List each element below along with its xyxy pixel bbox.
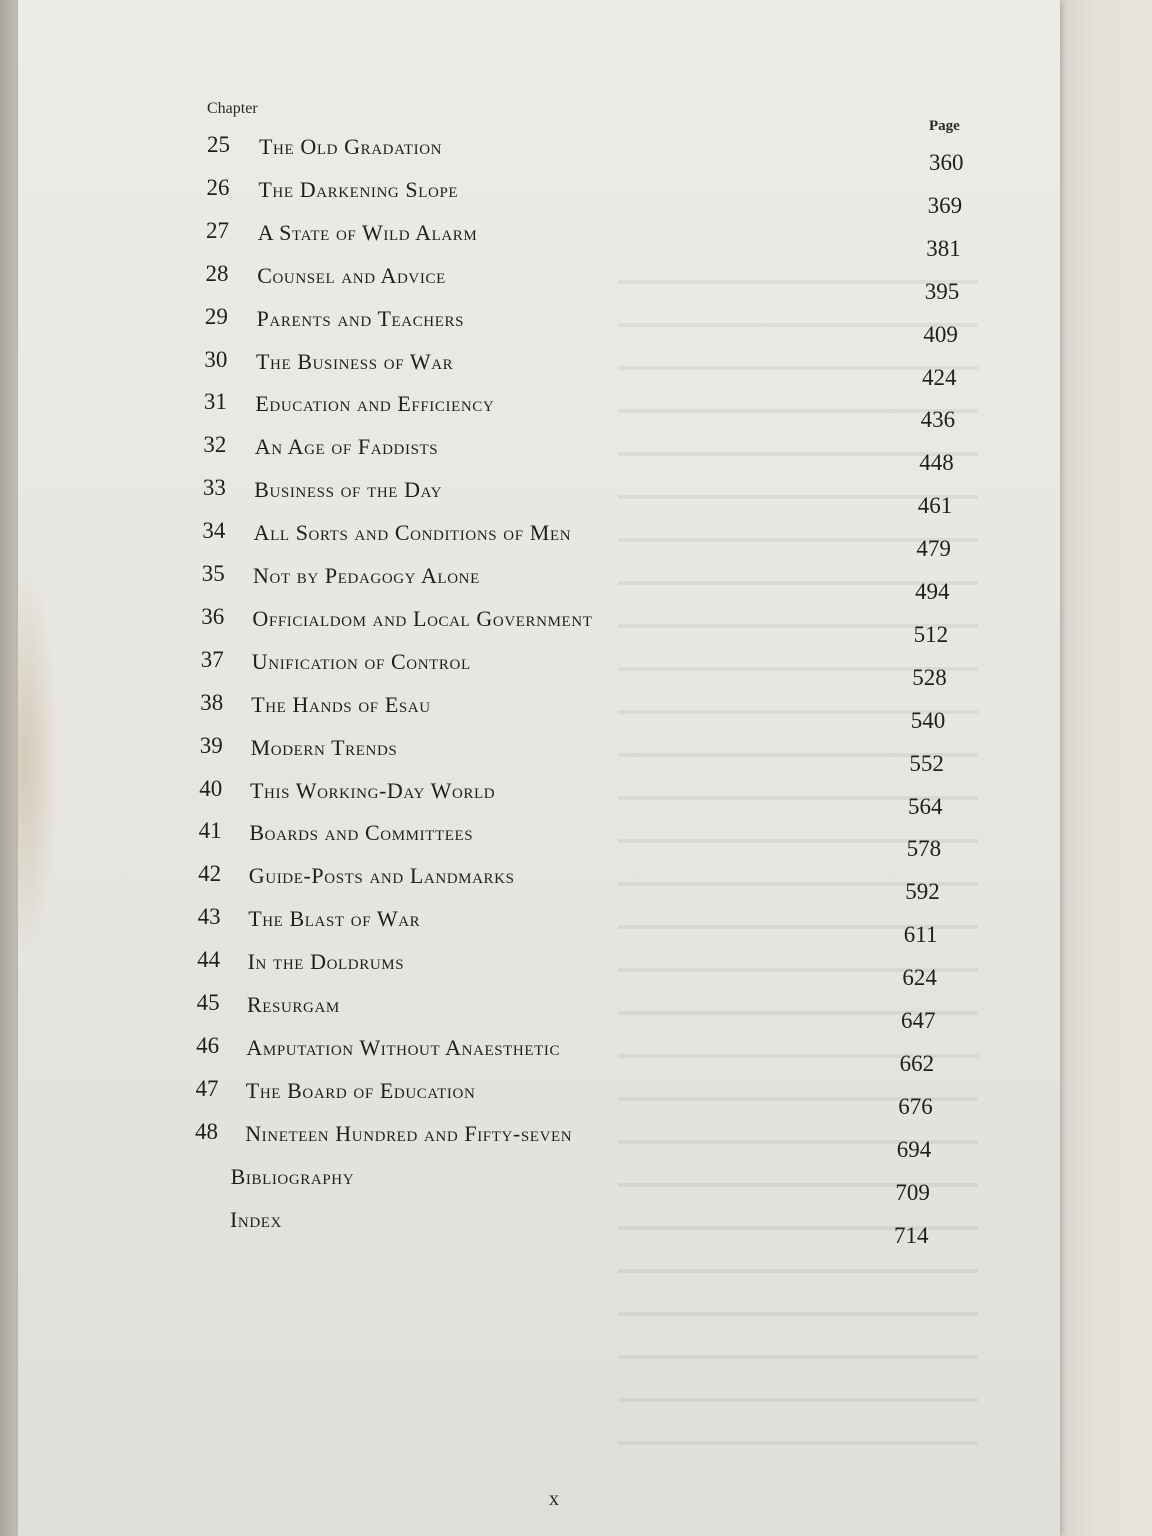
page-number: 528 [912, 664, 947, 690]
page-number: 662 [899, 1050, 935, 1076]
page-number: 624 [902, 965, 937, 991]
chapter-number: 30 [204, 346, 228, 372]
chapter-number: 34 [202, 518, 226, 544]
page-number: 424 [922, 364, 957, 390]
page-number: 395 [924, 278, 960, 304]
chapter-title: The Old Gradation [259, 134, 443, 159]
page-number: 647 [901, 1008, 936, 1033]
toc-entry [0, 303, 1152, 347]
page-number: 709 [895, 1179, 930, 1205]
chapter-number: 28 [205, 260, 229, 286]
chapter-title: The Hands of Esau [251, 691, 431, 717]
toc-entry [0, 732, 1152, 776]
chapter-number: 44 [197, 947, 221, 973]
toc-entry [0, 990, 1152, 1033]
toc-entry [0, 432, 1152, 476]
page-number: 369 [927, 192, 963, 218]
chapter-number: 38 [200, 689, 224, 715]
toc-entry [0, 818, 1152, 862]
chapter-title: Officialdom and Local Government [252, 605, 593, 631]
chapter-title: An Age of Faddists [254, 434, 439, 460]
chapter-number: 39 [199, 732, 223, 758]
toc-entry [0, 1075, 1152, 1119]
chapter-title: The Board of Education [245, 1077, 476, 1103]
chapter-number: 35 [201, 561, 225, 586]
chapter-number: 26 [206, 174, 230, 200]
chapter-title: All Sorts and Conditions of Men [253, 520, 572, 546]
toc-entry [0, 646, 1152, 690]
page-number: 360 [929, 150, 964, 175]
chapter-title: Index [230, 1206, 282, 1232]
chapter-number: 33 [202, 475, 226, 501]
chapter-title: The Blast of War [248, 906, 421, 932]
chapter-number: 46 [196, 1032, 220, 1058]
toc-entry [0, 947, 1152, 991]
toc-entry [0, 260, 1152, 304]
chapter-number: 27 [205, 217, 229, 243]
page-number: 578 [906, 836, 942, 862]
chapter-number: 37 [200, 646, 224, 672]
chapter-title: Boards and Committees [249, 820, 474, 846]
page-folio: x [549, 1488, 559, 1510]
chapter-number: 32 [203, 432, 227, 458]
chapter-column-header: Chapter [207, 100, 258, 117]
toc-entry [0, 346, 1152, 390]
toc-entry [0, 389, 1152, 433]
chapter-title: The Darkening Slope [258, 176, 459, 202]
chapter-title: Modern Trends [250, 734, 398, 760]
chapter-number: 42 [198, 861, 222, 887]
page-number: 479 [916, 536, 951, 562]
toc-entry [0, 603, 1152, 647]
chapter-title: In the Doldrums [247, 949, 405, 975]
chapter-title: Education and Efficiency [255, 391, 495, 417]
toc-entry [0, 132, 1152, 175]
chapter-title: Amputation Without Anaesthetic [246, 1034, 561, 1060]
chapter-title: A State of Wild Alarm [257, 219, 478, 245]
page-number: 381 [926, 235, 961, 261]
chapter-title: This Working-Day World [250, 777, 496, 803]
chapter-number: 48 [195, 1118, 219, 1144]
toc-entry [0, 1118, 1152, 1162]
page-number: 512 [913, 621, 949, 647]
chapter-title: Bibliography [230, 1163, 355, 1189]
chapter-number: 40 [199, 775, 223, 801]
chapter-number: 41 [198, 818, 222, 844]
chapter-title: Counsel and Advice [257, 262, 446, 288]
chapter-title: Guide-Posts and Landmarks [248, 863, 515, 889]
toc-entry [0, 1205, 1152, 1248]
toc-entry [0, 904, 1152, 948]
page-number: 676 [898, 1093, 933, 1119]
chapter-number: 36 [201, 603, 225, 629]
toc-entry [0, 861, 1152, 905]
page-number: 461 [917, 493, 953, 519]
chapter-number: 43 [197, 904, 221, 930]
toc-entry [0, 475, 1152, 519]
page-number: 409 [923, 321, 958, 347]
page-number: 694 [896, 1136, 932, 1162]
chapter-number: 25 [207, 132, 230, 157]
page-number: 552 [909, 750, 944, 776]
toc-entry [0, 174, 1152, 218]
chapter-title: Not by Pedagogy Alone [253, 563, 480, 588]
toc-entry [0, 561, 1152, 604]
toc-entry [0, 1162, 1152, 1205]
chapter-number: 29 [204, 303, 228, 329]
chapter-title: Resurgam [247, 992, 340, 1017]
page-number: 611 [903, 922, 938, 948]
toc-entry [0, 1032, 1152, 1076]
chapter-number: 45 [196, 990, 220, 1015]
chapter-title: Nineteen Hundred and Fifty-seven [245, 1120, 573, 1146]
page-number: 714 [894, 1222, 929, 1248]
page-column-header: Page [929, 118, 960, 134]
page-number: 448 [919, 450, 954, 476]
toc-entry [0, 217, 1152, 261]
chapter-number: 47 [195, 1075, 219, 1101]
toc-entry [0, 689, 1152, 733]
page-number: 436 [920, 407, 956, 433]
page-number: 540 [910, 707, 946, 733]
page-number: 494 [915, 579, 950, 604]
chapter-title: The Business of War [256, 348, 454, 374]
toc-entry [0, 518, 1152, 562]
chapter-number: 31 [203, 389, 227, 415]
page-number: 592 [905, 879, 940, 905]
chapter-title: Parents and Teachers [256, 305, 465, 331]
toc-entry [0, 775, 1152, 819]
page-number: 564 [908, 793, 943, 819]
chapter-title: Business of the Day [254, 477, 443, 503]
chapter-title: Unification of Control [251, 648, 471, 674]
